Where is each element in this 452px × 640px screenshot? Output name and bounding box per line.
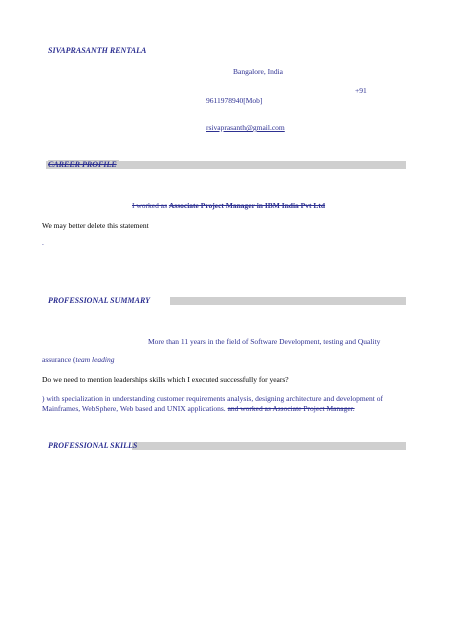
career-comment: We may better delete this statement bbox=[42, 221, 149, 230]
email-link[interactable]: rsivaprasanth@gmail.com bbox=[206, 123, 285, 132]
section-bar-skills bbox=[132, 442, 406, 450]
stray-mark: . bbox=[42, 238, 44, 247]
phone-prefix: +91 bbox=[355, 86, 367, 95]
summary-line-2-italic: team leading bbox=[75, 355, 115, 364]
summary-line-1: More than 11 years in the field of Software Development, testing and Quality bbox=[148, 337, 381, 346]
summary-paragraph bbox=[42, 394, 412, 414]
candidate-name: SIVAPRASANTH RENTALA bbox=[48, 46, 147, 55]
section-title-professional-skills: PROFESSIONAL SKILLS bbox=[48, 441, 138, 450]
summary-line-2-prefix: assurance ( bbox=[42, 355, 76, 364]
location: Bangalore, India bbox=[233, 67, 283, 76]
worked-as-text: I worked as bbox=[132, 201, 167, 210]
role-text: Associate Project Manager in IBM India Pvt Ltd bbox=[168, 201, 326, 210]
summary-line-2 bbox=[42, 355, 114, 364]
phone-number: 9611978940[Mob] bbox=[206, 96, 263, 105]
section-bar-summary bbox=[170, 297, 406, 305]
section-title-career-profile: CAREER PROFILE bbox=[48, 160, 117, 169]
summary-paragraph-text: ) with specialization in understanding customer requirements analysis, designing architecture and development of Mainframes, WebSphere, Web based and UNIX applications. bbox=[42, 394, 383, 413]
summary-paragraph-struck: and worked as Associate Project Manager. bbox=[227, 404, 355, 413]
summary-comment: Do we need to mention leaderships skills which I executed successfully for years? bbox=[42, 375, 289, 384]
career-statement bbox=[132, 201, 325, 210]
section-title-professional-summary: PROFESSIONAL SUMMARY bbox=[48, 296, 151, 305]
